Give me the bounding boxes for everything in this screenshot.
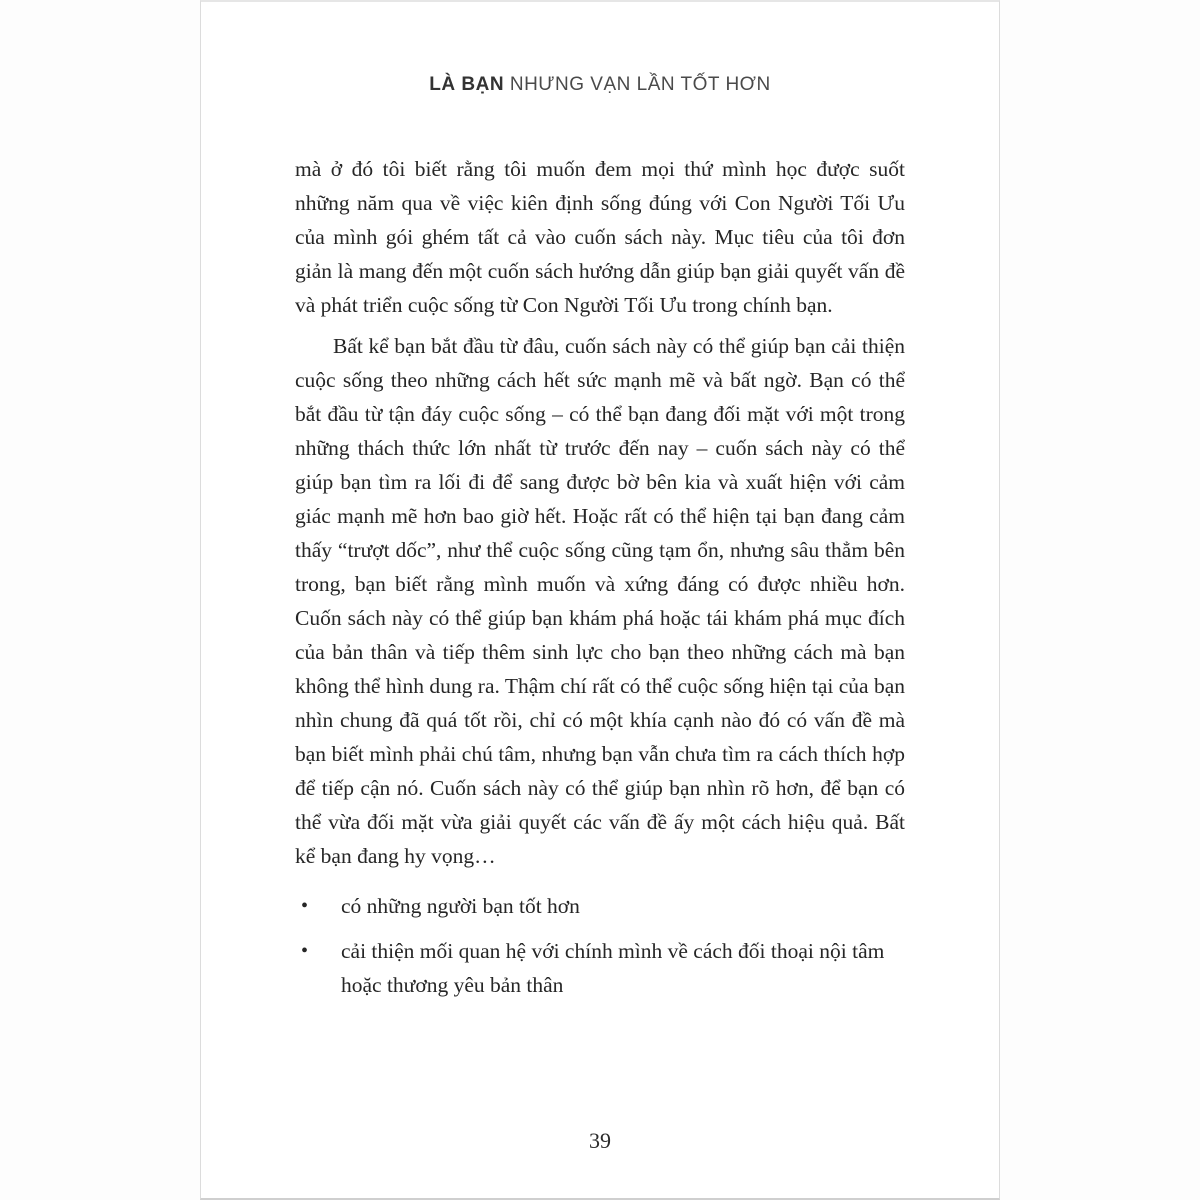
list-item [295,934,905,1002]
bullet-icon: • [301,940,309,962]
page-number: 39 [589,1128,611,1153]
bullet-icon: • [301,895,309,917]
book-title-bold: LÀ BẠN [429,74,505,95]
book-title-rest: NHƯNG VẠN LẦN TỐT HƠN [509,74,771,95]
list-item [295,889,905,923]
page-body [295,152,905,1002]
paragraph-continuation: mà ở đó tôi biết rằng tôi muốn đem mọi thứ mình học được suốt những năm qua về việc kiên định sống đúng với Con Người Tối Ưu của mình gói ghém tất cả vào cuốn sách này. Mục tiêu của tôi đơn giản là mang đến một cuốn sách hướng dẫn giúp bạn giải quyết vấn đề và phát triển cuộc sống từ Con Người Tối Ưu trong chính bạn. [295,157,905,317]
list-item-text: cải thiện mối quan hệ với chính mình về cách đối thoại nội tâm hoặc thương yêu bản thân [341,939,885,997]
running-header [295,74,905,96]
book-page [200,0,1000,1200]
bullet-list [295,889,905,1002]
list-item-text: có những người bạn tốt hơn [341,894,580,918]
paragraph-main: Bất kể bạn bắt đầu từ đâu, cuốn sách này có thể giúp bạn cải thiện cuộc sống theo những cách hết sức mạnh mẽ và bất ngờ. Bạn có thể bắt đầu từ tận đáy cuộc sống – có thể bạn đang đối mặt với một trong những thách thức lớn nhất từ trước đến nay – cuốn sách này có thể giúp bạn tìm ra lối đi để sang được bờ bên kia và xuất hiện với cảm giác mạnh mẽ hơn bao giờ hết. Hoặc rất có thể hiện tại bạn đang cảm thấy “trượt dốc”, như thể cuộc sống cũng tạm ổn, nhưng sâu thẳm bên trong, bạn biết rằng mình muốn và xứng đáng có được nhiều hơn. Cuốn sách này có thể giúp bạn khám phá hoặc tái khám phá mục đích của bản thân và tiếp thêm sinh lực cho bạn theo những cách mà bạn không thể hình dung ra. Thậm chí rất có thể cuộc sống hiện tại của bạn nhìn chung đã quá tốt rồi, chỉ có một khía cạnh nào đó có vấn đề mà bạn biết mình phải chú tâm, nhưng bạn vẫn chưa tìm ra cách thích hợp để tiếp cận nó. Cuốn sách này có thể giúp bạn nhìn rõ hơn, để bạn có thể vừa đối mặt vừa giải quyết các vấn đề ấy một cách hiệu quả. Bất kể bạn đang hy vọng… [295,334,905,868]
